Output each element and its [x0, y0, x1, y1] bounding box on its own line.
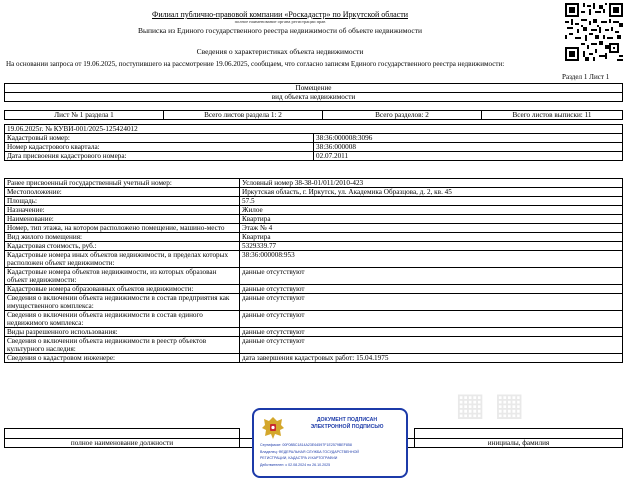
table-row — [5, 188, 623, 197]
detail-value: 57.5 — [240, 197, 623, 206]
sheet-number: Лист № 1 раздела 1 — [5, 111, 164, 120]
field-value: 38:36:000008 — [314, 143, 623, 152]
object-type-value: Помещение — [5, 84, 623, 93]
table-row — [5, 233, 623, 242]
detail-label: Площадь: — [5, 197, 240, 206]
table-row — [5, 285, 623, 294]
name-field — [415, 429, 623, 439]
detail-label: Сведения о включении объекта недвижимости в состав единого недвижимого комплекса: — [5, 311, 240, 328]
detail-value: данные отсутствуют — [240, 268, 623, 285]
sheets-in-section: Всего листов раздела 1: 2 — [164, 111, 323, 120]
table-row — [5, 354, 623, 363]
doc-number: 19.06.2025г. № КУВИ-001/2025-125424012 — [5, 125, 623, 134]
detail-label: Сведения о включении объекта недвижимости в состав предприятия как имущественного комплекса: — [5, 294, 240, 311]
detail-label: Сведения о включении объекта недвижимости в реестр объектов культурного наследия: — [5, 337, 240, 354]
org-caption: полное наименование органа регистрации прав — [234, 19, 326, 24]
field-value: 38:36:000008:3096 — [314, 134, 623, 143]
detail-label: Местоположение: — [5, 188, 240, 197]
details-table — [4, 178, 623, 363]
detail-value: 38:36:000008:953 — [240, 251, 623, 268]
detail-label: Наименование: — [5, 215, 240, 224]
object-type-caption: вид объекта недвижимости — [5, 93, 623, 102]
org-name: Филиал публично-правовой компании «Роскадастр» по Иркутской области — [152, 10, 408, 19]
stamp-owner-line1: Владелец: ФЕДЕРАЛЬНАЯ СЛУЖБА ГОСУДАРСТВЕННОЙ — [260, 450, 359, 454]
table-row — [5, 179, 623, 188]
main-fields-table — [4, 124, 623, 161]
detail-value: Условный номер 38-38-01/011/2010-423 — [240, 179, 623, 188]
detail-value: Квартира — [240, 215, 623, 224]
position-field — [5, 429, 240, 439]
detail-value: Этаж № 4 — [240, 224, 623, 233]
watermark-logo: ▦ ▦ — [455, 386, 525, 422]
detail-label: Номер, тип этажа, на котором расположено помещение, машино-место — [5, 224, 240, 233]
detail-label: Кадастровые номера образованных объектов недвижимости: — [5, 285, 240, 294]
table-row — [5, 268, 623, 285]
object-type-table — [4, 83, 623, 102]
sheet-info-table — [4, 110, 623, 120]
coat-of-arms-icon — [260, 415, 286, 441]
detail-value: 5329339.77 — [240, 242, 623, 251]
detail-label: Сведения о кадастровом инженере: — [5, 354, 240, 363]
basis-text: На основании запроса от 19.06.2025, поступившего на рассмотрение 19.06.2025, сообщаем, что согласно записям Единого государственного реестра недвижимости: — [6, 60, 505, 68]
detail-label: Назначение: — [5, 206, 240, 215]
stamp-title: ДОКУМЕНТ ПОДПИСАН ЭЛЕКТРОННОЙ ПОДПИСЬЮ — [310, 417, 384, 430]
e-signature-stamp — [252, 408, 408, 478]
section-ref: Раздел 1 Лист 1 — [562, 73, 610, 81]
detail-label: Кадастровые номера объектов недвижимости, из которых образован объект недвижимости: — [5, 268, 240, 285]
stamp-validity: Действителен: с 02.08.2024 по 26.10.2025 — [260, 463, 331, 467]
table-row — [5, 134, 623, 143]
field-label: Номер кадастрового квартала: — [5, 143, 314, 152]
detail-label: Кадастровые номера иных объектов недвижимости, в пределах которых расположен объект недвижимости: — [5, 251, 240, 268]
detail-value: Иркутская область, г. Иркутск, ул. Академика Образцова, д. 2, кв. 45 — [240, 188, 623, 197]
detail-label: Вид жилого помещения: — [5, 233, 240, 242]
detail-value: данные отсутствуют — [240, 328, 623, 337]
qr-code — [565, 3, 623, 61]
field-value: 02.07.2011 — [314, 152, 623, 161]
table-row — [5, 224, 623, 233]
detail-value: Квартира — [240, 233, 623, 242]
detail-value: данные отсутствуют — [240, 294, 623, 311]
detail-value: данные отсутствуют — [240, 285, 623, 294]
detail-label: Ранее присвоенный государственный учетный номер: — [5, 179, 240, 188]
sections-count: Всего разделов: 2 — [323, 111, 482, 120]
detail-value: данные отсутствуют — [240, 337, 623, 354]
table-row — [5, 215, 623, 224]
detail-value: данные отсутствуют — [240, 311, 623, 328]
field-label: Кадастровый номер: — [5, 134, 314, 143]
table-row — [5, 251, 623, 268]
name-caption: инициалы, фамилия — [415, 439, 623, 448]
detail-label: Виды разрешенного использования: — [5, 328, 240, 337]
extract-title: Выписка из Единого государственного реестра недвижимости об объекте недвижимости — [137, 26, 423, 35]
field-label: Дата присвоения кадастрового номера: — [5, 152, 314, 161]
detail-value: дата завершения кадастровых работ: 15.04.1975 — [240, 354, 623, 363]
stamp-certificate: Сертификат: 00F08BC1814A23E64597F1E2579BEF858 — [260, 443, 352, 447]
table-row — [5, 337, 623, 354]
table-row — [5, 143, 623, 152]
table-row — [5, 311, 623, 328]
section-title: Сведения о характеристиках объекта недвижимости — [196, 47, 364, 56]
stamp-owner-line2: РЕГИСТРАЦИИ, КАДАСТРА И КАРТОГРАФИИ — [260, 456, 338, 460]
table-row — [5, 328, 623, 337]
table-row — [5, 206, 623, 215]
sheets-total: Всего листов выписки: 11 — [482, 111, 623, 120]
table-row — [5, 152, 623, 161]
position-caption: полное наименование должности — [5, 439, 240, 448]
table-row — [5, 294, 623, 311]
table-row — [5, 197, 623, 206]
detail-label: Кадастровая стоимость, руб.: — [5, 242, 240, 251]
detail-value: Жилое — [240, 206, 623, 215]
table-row — [5, 242, 623, 251]
